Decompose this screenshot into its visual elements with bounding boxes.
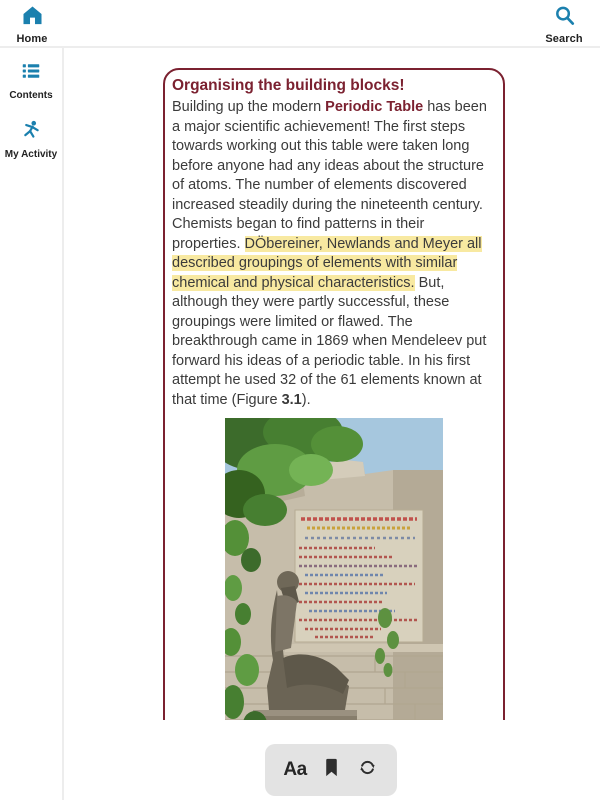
text-segment: But, although they were partly successful, these groupings were limited or flawed. The breakthrough came in 1869 when Mendeleev put forward his ideas of a periodic table. In his first attempt he used 32 of the 61 elements known at that time (Figure xyxy=(172,274,487,408)
content-card xyxy=(163,68,505,720)
sidebar xyxy=(0,48,62,160)
bookmark-icon xyxy=(320,756,343,784)
figure-reference: 3.1 xyxy=(281,391,302,408)
activity-person-icon xyxy=(20,119,42,146)
reader-scroll-area[interactable] xyxy=(64,48,600,720)
highlighted-text: DÖbereiner, Newlands and Meyer all described groupings of elements with similar chemical and physical characteristics. xyxy=(172,235,482,291)
search-icon xyxy=(553,4,576,32)
text-segment: ). xyxy=(301,391,311,408)
sidebar-item-my-activity[interactable] xyxy=(0,119,62,160)
paragraph-1 xyxy=(172,98,496,410)
text-segment: Building up the modern xyxy=(172,99,326,115)
topbar-divider xyxy=(0,46,600,48)
bookmark-button[interactable] xyxy=(320,756,343,784)
font-settings-button[interactable]: Aa xyxy=(283,759,307,780)
home-button[interactable] xyxy=(0,4,64,45)
reader-toolbar xyxy=(265,744,397,796)
contents-label: Contents xyxy=(9,90,53,101)
figure-image xyxy=(225,418,443,720)
text-segment: has been a major scientific achievement! The first steps towards working out this table were taken long before anyone had any ideas about the structure of atoms. The number of elements discovered increased steadily during the nineteenth century. Chemists began to find patterns in their properties. xyxy=(172,99,487,252)
activity-label: My Activity xyxy=(4,149,58,160)
home-label: Home xyxy=(16,33,48,45)
home-icon xyxy=(21,4,44,32)
sync-button[interactable] xyxy=(356,756,379,784)
section-heading: Organising the building blocks! xyxy=(172,77,405,94)
refresh-icon xyxy=(356,756,379,784)
search-label: Search xyxy=(545,33,583,45)
figure-3-1 xyxy=(225,418,443,720)
key-term: Periodic Table xyxy=(325,99,424,115)
top-bar xyxy=(0,0,600,46)
sidebar-item-contents[interactable] xyxy=(0,60,62,101)
contents-list-icon xyxy=(20,60,42,87)
sidebar-divider xyxy=(62,46,64,800)
search-button[interactable] xyxy=(532,4,596,45)
